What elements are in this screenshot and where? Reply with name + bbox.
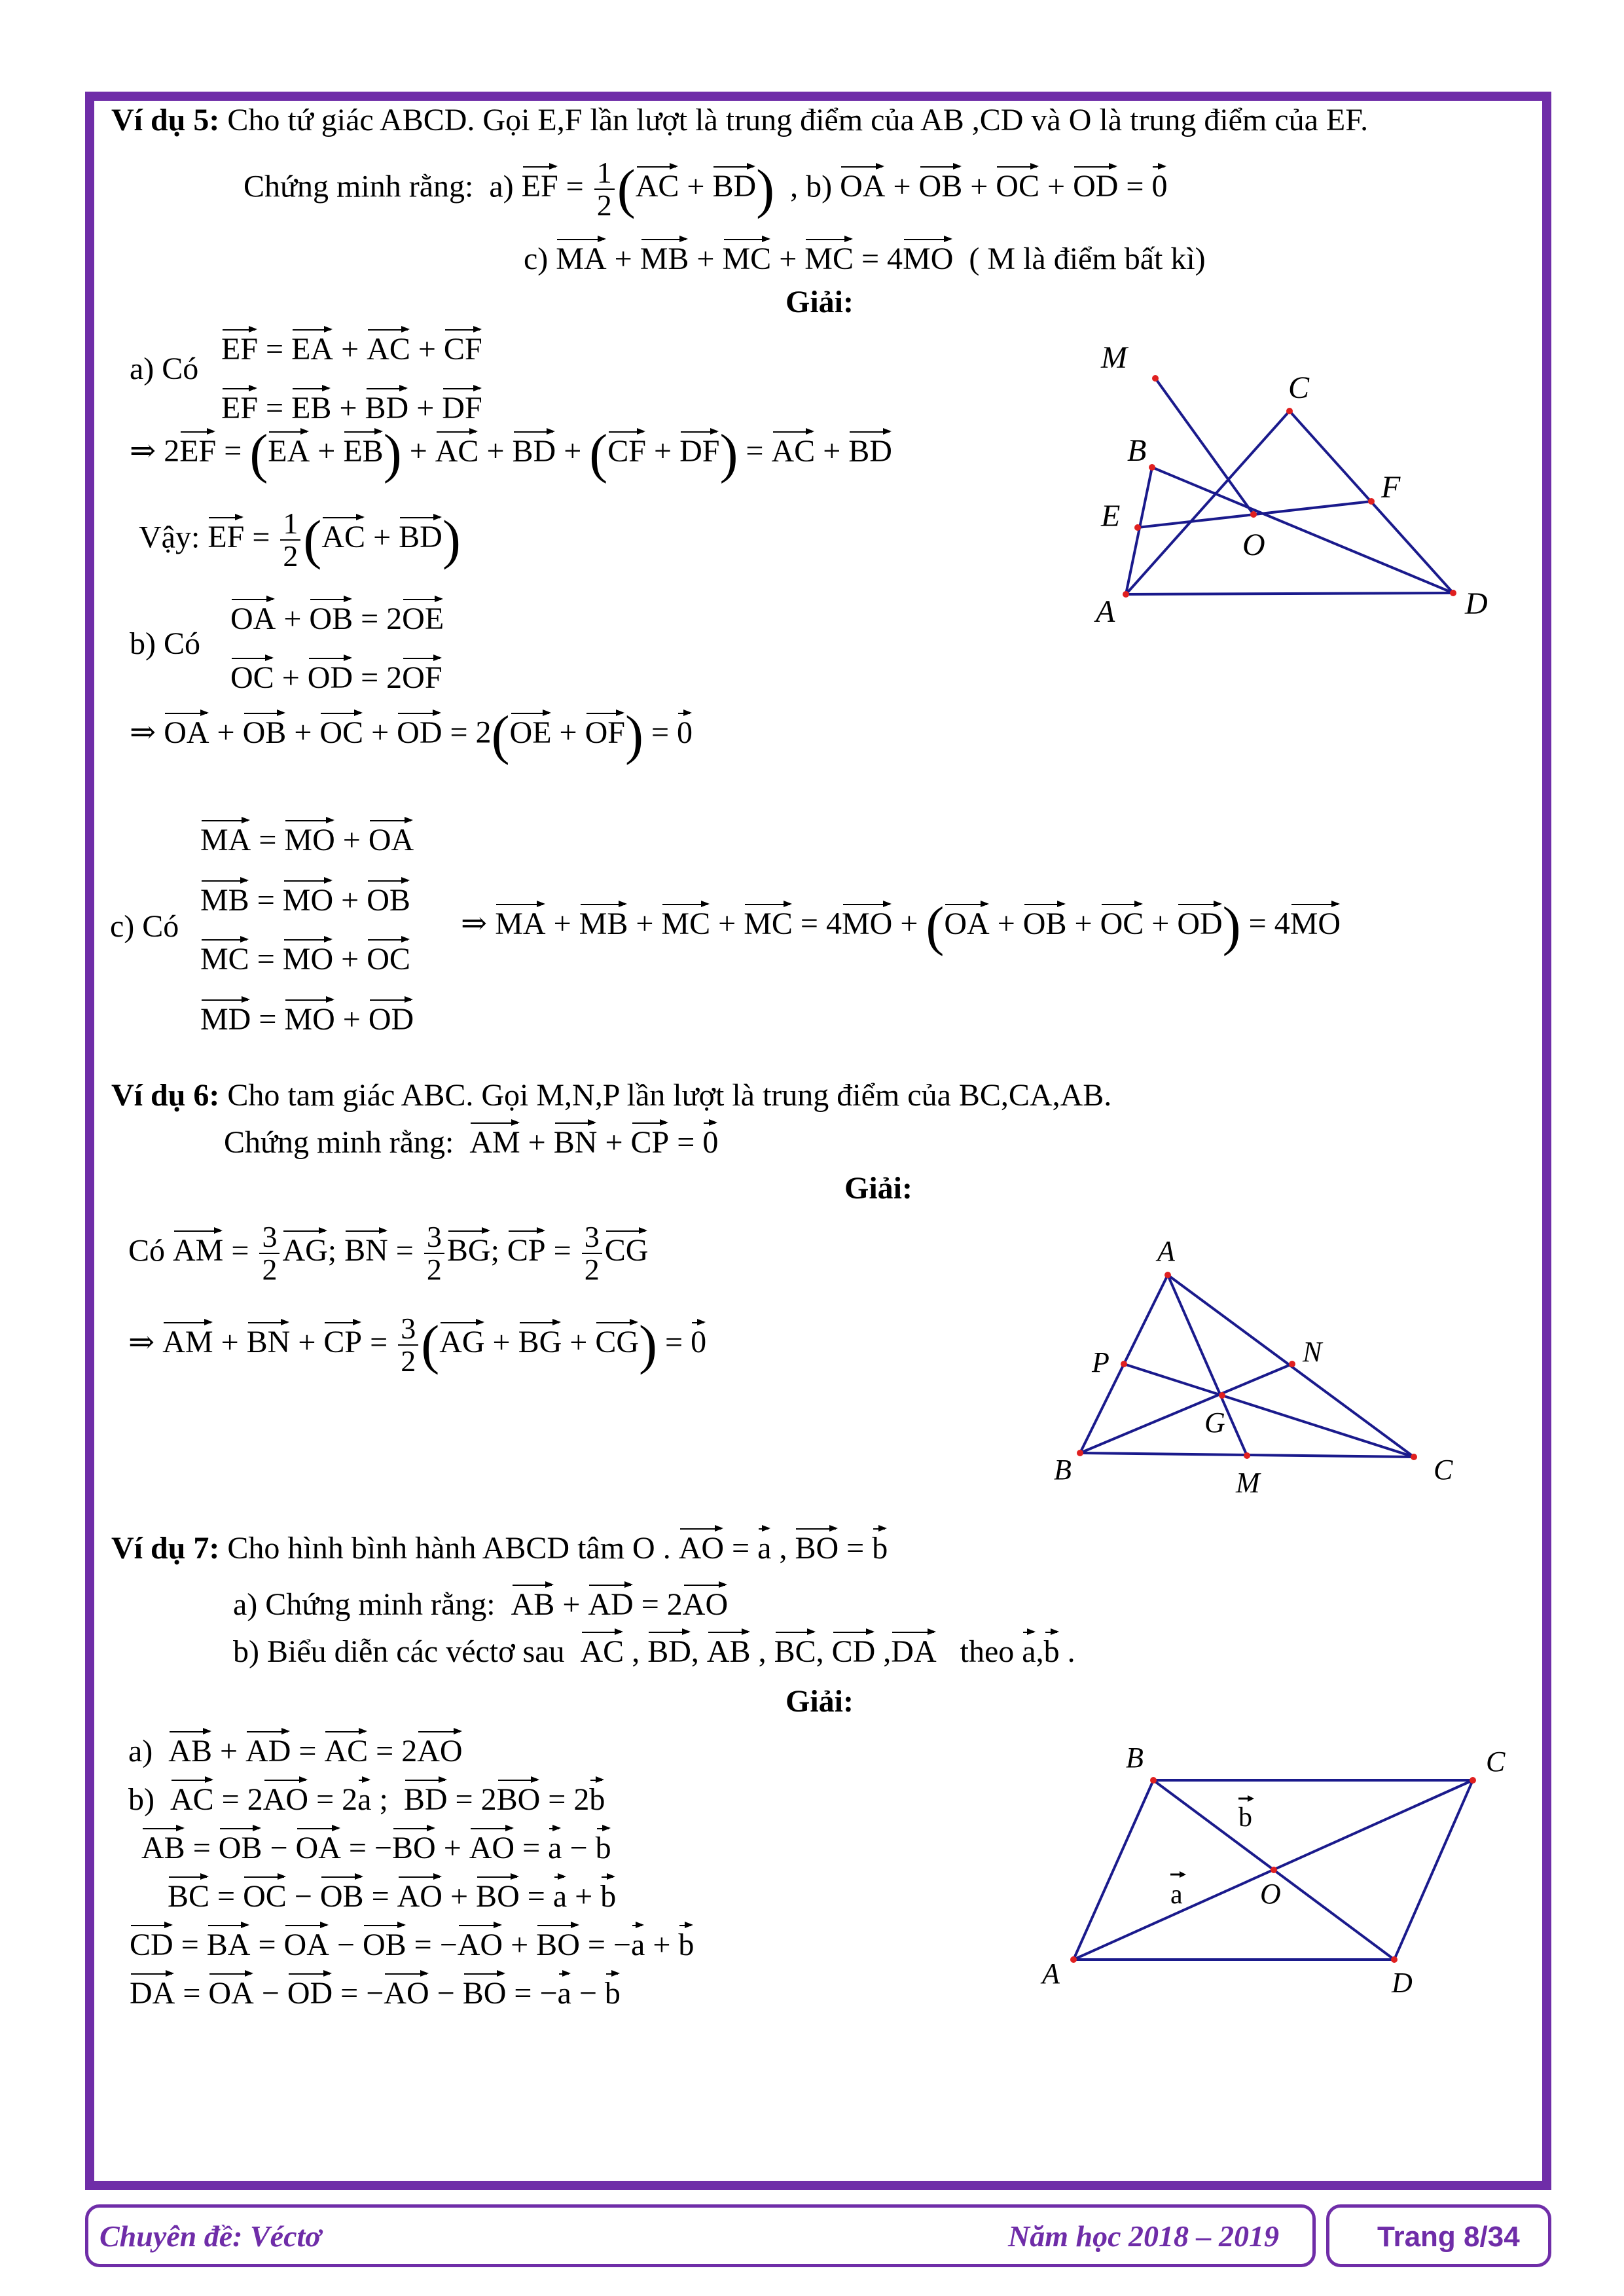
ex5-c-eq4: MD = MO + OD (200, 1002, 414, 1037)
label-O: O (1260, 1878, 1281, 1910)
segment-BD (1152, 467, 1453, 593)
point-C (1411, 1454, 1417, 1460)
ex5-b-eq3: ⇒ OA + OB + OC + OD = 2(OE + OF) = 0 (130, 705, 693, 766)
ex6-solution-title: Giải: (844, 1171, 912, 1206)
figure-quadrilateral (1028, 321, 1525, 655)
footer-page-number: Trang 8/34 (1377, 2221, 1520, 2253)
label-A: A (1096, 594, 1115, 629)
label-D: D (1465, 586, 1488, 621)
segment-CD (1394, 1780, 1473, 1960)
ex5-solution-title: Giải: (785, 285, 854, 319)
label-B: B (1126, 1742, 1144, 1774)
point-B (1150, 1777, 1157, 1784)
point-F (1368, 498, 1375, 505)
label-C: C (1434, 1454, 1453, 1486)
ex5-a-co: a) Có (130, 351, 199, 386)
ex6-label: Ví dụ 6: (111, 1078, 220, 1113)
segment-AD (1126, 593, 1453, 594)
point-C (1286, 408, 1293, 414)
ex5-prove-ab: Chứng minh rằng: a) EF = $\frac{1}{2}$ (AC + BD) , b) OA + OB + OC + OD = 0 (244, 156, 1168, 223)
ex5-c-co: c) Có (110, 909, 179, 944)
segment-AC (1126, 411, 1290, 594)
vector-b-label: b (1238, 1803, 1252, 1833)
ex6-eq1: Có AM = $\frac{3}{2}$ AG; BN = $\frac{3}{2}$ BG; CP = $\frac{3}{2}$ CG (128, 1220, 649, 1287)
point-A (1070, 1956, 1077, 1963)
ex5-c-eq1: MA = MO + OA (200, 823, 414, 857)
segment-AB (1126, 467, 1152, 594)
ex6-text: Cho tam giác ABC. Gọi M,N,P lần lượt là trung điểm của BC,CA,AB. (227, 1078, 1112, 1113)
figure-triangle (1028, 1224, 1525, 1505)
segment-AB (1074, 1780, 1153, 1960)
ex5-b-co: b) Có (130, 626, 200, 661)
ex5-a-eq1: EF = EA + AC + CF (221, 332, 482, 367)
ex5-a-eq2: EF = EB + BD + DF (221, 391, 482, 425)
label-F: F (1381, 470, 1401, 505)
ex5-b-eq2: OC + OD = 2OF (230, 660, 442, 695)
point-B (1149, 464, 1155, 471)
label-C: C (1288, 370, 1310, 405)
point-P (1121, 1361, 1127, 1367)
ex7-sol-a: a) AB + AD = AC = 2AO (128, 1734, 463, 1768)
ex7-sol-b3: BC = OC − OB = AO + BO = a + b (168, 1879, 617, 1914)
footer-topic: Chuyên đề: Véctơ (99, 2219, 321, 2253)
median-CP (1124, 1364, 1414, 1457)
point-O (1250, 511, 1257, 518)
point-D (1450, 590, 1456, 596)
point-G (1219, 1392, 1225, 1399)
ex7-a: a) Chứng minh rằng: AB + AD = 2AO (233, 1587, 729, 1622)
ex5-a-eq3: ⇒ 2EF = (EA + EB) + AC + BD + (CF + DF) = AC + BD (130, 423, 892, 484)
ex7-b: b) Biểu diễn các véctơ sau AC , BD, AB , BC, CD ,DA theo a,b . (233, 1634, 1075, 1669)
ex5-b-eq1: OA + OB = 2OE (230, 601, 444, 636)
segment-MO (1155, 378, 1254, 514)
label-A: A (1042, 1958, 1060, 1990)
ex7-sol-b1: b) AC = 2AO = 2a ; BD = 2BO = 2b (128, 1782, 605, 1817)
point-M (1152, 375, 1159, 382)
point-N (1289, 1361, 1295, 1367)
label-B: B (1054, 1454, 1072, 1486)
point-C (1470, 1777, 1476, 1784)
ex5-label: Ví dụ 5: (111, 103, 220, 137)
label-A: A (1157, 1235, 1175, 1267)
label-E: E (1101, 499, 1121, 533)
ex7-statement: Ví dụ 7: Cho hình bình hành ABCD tâm O . AO = a , BO = b (111, 1531, 888, 1566)
label-G: G (1204, 1407, 1225, 1439)
point-B (1077, 1450, 1083, 1456)
footer-year: Năm học 2018 – 2019 (1008, 2219, 1279, 2253)
point-M (1244, 1452, 1250, 1459)
ex6-eq2: ⇒ AM + BN + CP = $\frac{3}{2}$ (AG + BG + CG) = 0 (128, 1312, 707, 1378)
point-O (1271, 1867, 1277, 1873)
label-M: M (1236, 1467, 1260, 1499)
point-E (1134, 524, 1141, 531)
ex5-text: Cho tứ giác ABCD. Gọi E,F lần lượt là trung điểm của AB ,CD và O là trung điểm của EF. (227, 103, 1369, 137)
label-C: C (1486, 1746, 1506, 1778)
ex7-text: Cho hình bình hành ABCD tâm O . (227, 1531, 671, 1566)
ex5-prove-c: c) MA + MB + MC + MC = 4MO ( M là điểm bất kì) (524, 242, 1206, 276)
label-O: O (1242, 528, 1265, 562)
ex5-c-result: ⇒ MA + MB + MC + MC = 4MO + (OA + OB + OC + OD) = 4MO (461, 896, 1341, 957)
figure-parallelogram (1028, 1734, 1538, 2022)
point-A (1123, 591, 1129, 598)
ex7-sol-b5: DA = OA − OD = −AO − BO = −a − b (130, 1976, 621, 2011)
vector-a-label: a (1170, 1880, 1183, 1910)
ex5-c-eq2: MB = MO + OB (200, 883, 410, 918)
ex5-statement (111, 105, 1368, 136)
label-P: P (1092, 1346, 1110, 1378)
label-M: M (1101, 340, 1127, 375)
ex7-label: Ví dụ 7: (111, 1531, 220, 1566)
ex5-a-conclusion: Vậy: EF = $\frac{1}{2}$ (AC + BD) (139, 507, 461, 573)
ex6-prove: Chứng minh rằng: AM + BN + CP = 0 (224, 1125, 719, 1160)
ex5-c-eq3: MC = MO + OC (200, 942, 410, 977)
ex7-sol-b2: AB = OB − OA = −BO + AO = a − b (141, 1831, 611, 1865)
label-D: D (1392, 1967, 1413, 1999)
ex6-statement (111, 1080, 1111, 1111)
point-A (1164, 1272, 1171, 1278)
ex7-sol-b4: CD = BA = OA − OB = −AO + BO = −a + b (130, 1928, 695, 1962)
ex7-solution-title: Giải: (785, 1684, 854, 1719)
label-B: B (1127, 433, 1147, 468)
point-D (1391, 1956, 1398, 1963)
label-N: N (1303, 1336, 1322, 1368)
